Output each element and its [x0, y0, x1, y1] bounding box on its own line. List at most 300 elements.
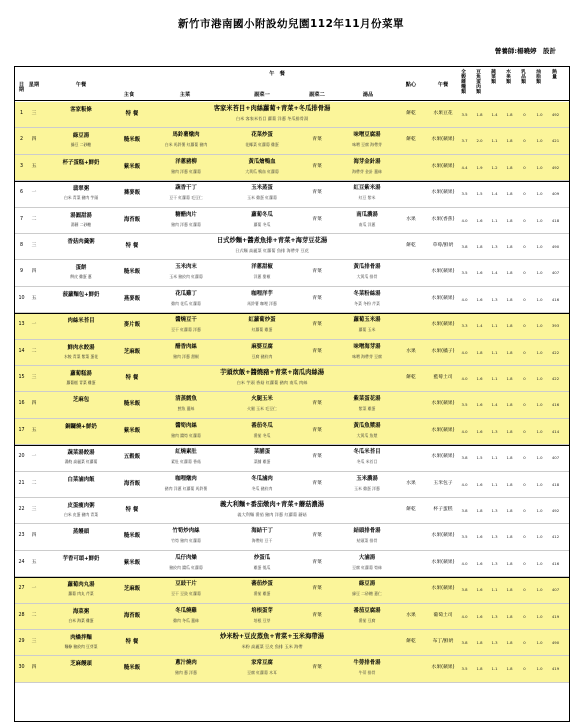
side-dish-2: 青菜 — [312, 559, 322, 565]
nutrient-value: 1.8 — [506, 534, 513, 540]
weekday-cell: 四 — [31, 665, 37, 671]
main-dish-ingredients: 豬肉 蔥 洋蔥 — [175, 670, 197, 676]
nutrient-value: 1.2 — [491, 164, 498, 170]
nutrient-value: 0 — [523, 481, 526, 487]
nutrient-value: 1.0 — [536, 270, 543, 276]
side-dish-2: 青菜 — [312, 216, 322, 222]
weekday-cell: 四 — [31, 533, 37, 539]
nutrient-value: 1.8 — [506, 296, 513, 302]
morning-snack: 芝麻饅頭 — [70, 661, 92, 668]
fruit-cell: 餅乾 — [406, 137, 416, 143]
header-staple: 主食 — [123, 92, 135, 98]
main-dish: 竹筍炒肉絲 — [172, 528, 200, 535]
afternoon-snack: 水果(蘋果) — [431, 269, 455, 275]
nutrient-value: 0 — [523, 296, 526, 302]
nutrient-value: 407 — [551, 587, 560, 593]
main-dish-ingredients: 素肚 紅蘿蔔 香菇 — [171, 459, 201, 465]
afternoon-snack: 水果(蘋果) — [431, 163, 455, 169]
nutrient-value: 421 — [551, 138, 560, 144]
staple-cell: 糙米飯 — [123, 269, 141, 276]
nutrient-value: 418 — [551, 481, 560, 487]
menu-title: 新竹市港南國小附設幼兒園112年11月份菜單 — [177, 18, 405, 30]
nutrient-value: 1.8 — [506, 587, 513, 593]
nutrient-value: 4.0 — [461, 428, 468, 434]
weekday-cell: 四 — [31, 137, 37, 143]
soup-ingredients: 牛蒡 排骨 — [358, 670, 376, 676]
side-dish-1: 冬瓜滷肉 — [251, 475, 273, 482]
date-cell: 10 — [18, 295, 25, 301]
afternoon-snack: 玉米包子 — [433, 480, 453, 486]
table-row — [15, 524, 569, 550]
main-dish-ingredients: 豬肉 洋蔥 紅蘿蔔 — [171, 221, 201, 227]
nutrient-value: 1.0 — [536, 666, 543, 672]
table-row — [15, 208, 569, 234]
morning-snack-ingredients: 白米 皮蛋 豬肉 青菜 — [64, 512, 98, 517]
special-meal-ingredients: 日式麵 高麗菜 紅蘿蔔 魚排 海帶芽 豆花 — [235, 248, 309, 253]
afternoon-snack: 水果(香蕉) — [431, 216, 455, 222]
special-meal-ingredients: 義大利麵 番茄 豬肉 洋蔥 紅蘿蔔 蘑菇 — [237, 512, 307, 517]
nutrient-value: 416 — [551, 560, 560, 566]
soup-ingredients: 紅豆 紫米 — [358, 195, 376, 201]
main-dish: 醬燒豆干 — [175, 317, 197, 324]
table-row — [15, 498, 569, 524]
nutrient-value: 1.6 — [476, 217, 483, 223]
weekday-cell: 三 — [31, 507, 37, 512]
main-dish: 洋蔥豬柳 — [175, 158, 197, 165]
fruit-cell: 餅乾 — [406, 111, 416, 116]
nutrient-value: 0 — [523, 428, 526, 434]
nutrient-value: 0 — [523, 244, 526, 249]
side-dish-1-ingredients: 火腿 玉米 毛豆仁 — [247, 406, 277, 412]
nutrient-value: 0 — [523, 376, 526, 381]
afternoon-snack: 水果(蘋果) — [431, 401, 455, 407]
side-dish-1-ingredients: 菜脯 雞蛋 — [253, 459, 271, 465]
morning-snack: 蒸饅頭 — [72, 529, 90, 536]
morning-snack-ingredients: 蘿蔔糕 青菜 雞蛋 — [66, 380, 96, 385]
side-dish-1: 花菜炒蛋 — [251, 132, 273, 139]
nutrient-value: 1.0 — [536, 534, 543, 540]
nutrient-value: 1.3 — [491, 534, 498, 540]
weekday-cell: 三 — [31, 243, 37, 248]
nutrient-value: 1.5 — [476, 191, 483, 197]
afternoon-snack: 草莓/鮮奶 — [432, 243, 454, 248]
morning-snack: 肉燥拌麵 — [70, 635, 92, 641]
soup-ingredients: 冬菜 冬粉 芹菜 — [354, 300, 380, 306]
main-dish-ingredients: 豬絞肉 醬瓜 紅蘿蔔 — [169, 564, 203, 570]
soup-cell: 黃瓜排骨湯 — [353, 264, 381, 271]
staple-cell: 紫米飯 — [123, 559, 141, 566]
weekday-cell: 五 — [31, 427, 37, 433]
nutrient-value: 1.0 — [536, 640, 543, 645]
side-dish-1: 咖哩洋芋 — [251, 290, 273, 297]
afternoon-snack: 水果(蘋果) — [431, 322, 455, 328]
nutrient-value: 1.0 — [536, 455, 543, 461]
afternoon-snack: 杯子蛋糕 — [433, 507, 453, 512]
table-row — [15, 260, 569, 286]
special-meal-ingredients: 白米 芋頭 香菇 紅蘿蔔 豬肉 南瓜 肉絲 — [236, 380, 308, 385]
nutrient-value: 1.3 — [491, 244, 498, 249]
date-cell: 29 — [18, 639, 25, 644]
staple-cell: 芝麻飯 — [123, 348, 141, 355]
nutrient-value: 3.5 — [461, 270, 468, 276]
soup-cell: 味噌海芽湯 — [353, 343, 381, 350]
nutrient-value: 0 — [523, 164, 526, 170]
nutrient-value: 0 — [523, 217, 526, 223]
nutrient-value: 1.1 — [491, 481, 498, 487]
nutrient-value: 3.7 — [461, 138, 468, 144]
side-dish-1-ingredients: 洋蔥 甜椒 — [253, 274, 271, 280]
nutrient-value: 4.0 — [461, 349, 468, 355]
soup-cell: 南瓜濃湯 — [356, 211, 378, 218]
side-dish-1-ingredients: 紅蘿蔔 雞蛋 — [251, 327, 273, 333]
staple-cell: 麥片飯 — [123, 322, 141, 329]
nutrient-value: 3.3 — [461, 323, 468, 329]
nutrient-value: 1.8 — [506, 191, 513, 197]
soup-ingredients: 玉米 雞蛋 洋蔥 — [354, 485, 380, 491]
nutrient-value: 1.1 — [491, 587, 498, 593]
weekday-cell: 二 — [31, 612, 37, 618]
nutrient-value: 1.8 — [506, 349, 513, 355]
weekday-cell: 二 — [31, 480, 37, 486]
nutrient-value: 0 — [523, 534, 526, 540]
staple-cell: 特 餐 — [125, 507, 139, 513]
side-dish-1: 番茄冬瓜 — [251, 422, 273, 429]
nutrient-value: 1.0 — [536, 587, 543, 593]
nutrient-value: 1.1 — [491, 455, 498, 461]
afternoon-snack: 水果(蘋果) — [431, 454, 455, 460]
special-meal: 義大利麵+番茄燉肉+青菜+蘑菇濃湯 — [220, 501, 324, 508]
weekday-cell: 四 — [31, 269, 37, 275]
weekday-cell: 五 — [31, 295, 37, 301]
main-dish-ingredients: 白米 馬鈴薯 紅蘿蔔 豬肉 — [164, 142, 208, 148]
morning-snack-ingredients: 湯餃 高麗菜 紅蘿蔔 — [64, 459, 98, 465]
nutrient-value: 490 — [551, 640, 560, 645]
morning-snack-ingredients: 水餃 青菜 紫菜 蛋花 — [64, 353, 98, 359]
side-dish-1-ingredients: 馬鈴薯 咖哩 洋蔥 — [247, 300, 277, 306]
nutrient-value: 1.6 — [476, 376, 483, 381]
nutrient-value: 407 — [551, 270, 560, 276]
date-cell: 3 — [19, 163, 24, 169]
main-dish-ingredients: 豆干 豆豉 紅蘿蔔 — [171, 591, 201, 597]
main-dish-ingredients: 豆干 紅蘿蔔 洋蔥 — [171, 327, 201, 333]
nutrient-value: 1.0 — [536, 112, 543, 117]
afternoon-snack: 水果豆花 — [433, 111, 453, 116]
afternoon-snack: 水果(蘋果) — [431, 427, 455, 433]
morning-snack: 菠蘿麵包+鮮奶 — [62, 291, 100, 298]
header-nutrient-0: 全榖雜糧類 — [461, 70, 466, 96]
side-dish-1: 黃瓜燴鴨血 — [248, 158, 276, 165]
header-nutrient-4: 乳品類 — [521, 70, 526, 86]
nutrient-value: 1.4 — [476, 323, 483, 329]
table-row — [15, 102, 569, 128]
nutrient-value: 1.0 — [536, 428, 543, 434]
nutrient-value: 1.1 — [491, 376, 498, 381]
staple-cell: 芝麻飯 — [123, 586, 141, 593]
date-cell: 1 — [19, 111, 24, 116]
date-cell: 21 — [18, 480, 25, 486]
side-dish-2: 青菜 — [312, 348, 322, 354]
table-row — [15, 181, 569, 207]
nutrient-value: 2.0 — [476, 138, 483, 144]
weekday-cell: 一 — [31, 190, 37, 196]
date-cell: 20 — [18, 454, 25, 460]
soup-ingredients: 味噌 豆腐 海帶芽 — [352, 142, 382, 148]
afternoon-snack: 水果(蘋果) — [431, 533, 455, 539]
fruit-cell: 餅乾 — [406, 243, 416, 248]
nutrient-value: 1.6 — [476, 613, 483, 619]
staple-cell: 海苔飯 — [123, 216, 141, 223]
table-row — [15, 472, 569, 498]
afternoon-snack: 水果(蘋果) — [431, 586, 455, 592]
nutrient-value: 0 — [523, 508, 526, 513]
nutrient-value: 393 — [551, 323, 560, 329]
morning-snack: 芝麻包 — [72, 397, 90, 404]
special-meal: 炒米粉+豆皮蒸魚+青菜+玉米海帶湯 — [220, 633, 324, 640]
weekday-cell: 二 — [31, 348, 37, 354]
weekday-cell: 三 — [31, 375, 37, 380]
fruit-cell: 水果 — [406, 480, 416, 486]
table-row — [15, 551, 569, 577]
weekday-cell: 一 — [31, 586, 37, 592]
side-dish-1-ingredients: 玉米 雞蛋 紅蘿蔔 — [247, 195, 277, 201]
table-row — [15, 366, 569, 392]
morning-snack-ingredients: 白米 青菜 豬肉 芋頭 — [64, 195, 98, 201]
nutrient-value: 1.0 — [536, 138, 543, 144]
main-dish-ingredients: 豬肉 洋蔥 紅蘿蔔 馬鈴薯 — [164, 485, 208, 491]
morning-snack-ingredients: 綠豆 二砂糖 — [70, 142, 92, 148]
soup-cell: 冬瓜米苔目 — [353, 449, 381, 456]
morning-snack: 客家粄條 — [70, 107, 92, 113]
afternoon-snack: 水果(蘋果) — [431, 665, 455, 671]
date-cell: 22 — [18, 507, 25, 512]
nutrient-value: 1.8 — [476, 508, 483, 513]
main-dish: 蔥汁燒肉 — [175, 660, 197, 667]
nutrient-value: 0 — [523, 455, 526, 461]
side-dish-1-ingredients: 雞蛋 瓠瓜 — [253, 564, 271, 570]
main-dish: 清蒸鱈魚 — [175, 396, 197, 403]
morning-snack: 芋香可頌+鮮奶 — [62, 555, 100, 562]
nutrient-value: 1.4 — [491, 402, 498, 408]
nutrient-value: 1.1 — [491, 323, 498, 329]
nutrient-value: 4.0 — [461, 296, 468, 302]
soup-ingredients: 大黃瓜 魚漿 — [356, 432, 378, 438]
morning-snack: 蔬菜湯餃湯 — [67, 450, 95, 457]
main-dish: 冬瓜燒雞 — [175, 607, 197, 614]
special-meal: 芋頭炊飯+醬燒豬+青菜+南瓜肉絲湯 — [220, 369, 324, 376]
nutrient-value: 1.0 — [536, 296, 543, 302]
nutrient-value: 1.8 — [506, 138, 513, 144]
staple-cell: 糙米飯 — [123, 665, 141, 672]
table-row — [15, 340, 569, 366]
nutrient-value: 1.6 — [476, 560, 483, 566]
soup-ingredients: 結頭菜 排骨 — [356, 538, 378, 544]
staple-cell: 燕麥飯 — [123, 295, 141, 302]
nutrient-value: 0 — [523, 587, 526, 593]
nutrient-value: 1.8 — [476, 349, 483, 355]
header-lunch: 午 餐 — [269, 71, 285, 77]
afternoon-snack: 水果(蘋果) — [431, 559, 455, 565]
table-row — [15, 234, 569, 260]
soup-ingredients: 紫菜 雞蛋 — [358, 406, 376, 412]
date-cell: 24 — [18, 559, 25, 565]
soup-cell: 冬菜粉絲湯 — [353, 290, 381, 297]
table-row — [15, 656, 569, 682]
main-dish: 馬鈴薯燉肉 — [172, 132, 200, 139]
nutrient-value: 422 — [551, 349, 560, 355]
header-fruit: 點心 — [405, 82, 417, 88]
soup-ingredients: 綠豆 二砂糖 薏仁 — [352, 591, 382, 597]
main-dish: 豆豉干片 — [175, 581, 197, 588]
staple-cell: 糙米飯 — [123, 137, 141, 144]
main-dish: 花瓜雞丁 — [175, 290, 197, 297]
header-nutrient-3: 水果類 — [506, 70, 511, 86]
soup-cell: 玉米濃湯 — [356, 475, 378, 482]
fruit-cell: 水果 — [406, 348, 416, 354]
date-cell: 15 — [18, 375, 25, 380]
nutrient-value: 1.8 — [506, 376, 513, 381]
nutrient-value: 0 — [523, 640, 526, 645]
side-dish-2: 青菜 — [312, 269, 322, 275]
staple-cell: 特 餐 — [125, 111, 139, 117]
side-dish-2: 青菜 — [312, 533, 322, 539]
main-dish-ingredients: 豆干 紅蘿蔔 毛豆仁 — [169, 195, 203, 201]
header-nutrient-1: 豆魚蛋肉類 — [476, 70, 481, 96]
nutrient-value: 0 — [523, 323, 526, 329]
fruit-cell: 餅乾 — [406, 375, 416, 380]
date-cell: 8 — [19, 243, 24, 248]
main-dish-ingredients: 玉米 豬絞肉 紅蘿蔔 — [169, 274, 203, 280]
nutrient-value: 1.8 — [506, 666, 513, 672]
soup-ingredients: 大黃瓜 排骨 — [356, 274, 378, 280]
nutrient-value: 1.3 — [491, 428, 498, 434]
nutrient-value: 492 — [551, 508, 560, 513]
afternoon-snack: 水果(蘋果) — [431, 137, 455, 143]
soup-cell: 牛蒡排骨湯 — [353, 660, 381, 667]
date-cell: 23 — [18, 533, 25, 539]
soup-cell: 味噌豆腐湯 — [353, 132, 381, 139]
staple-cell: 海苔飯 — [123, 612, 141, 619]
weekday-cell: 二 — [31, 216, 37, 222]
soup-cell: 蘿蔔玉米湯 — [353, 317, 381, 324]
nutrient-value: 412 — [551, 534, 560, 540]
nutrient-value: 422 — [551, 376, 560, 381]
nutrient-value: 1.0 — [536, 613, 543, 619]
header-nutrient-6: 熱量 — [552, 70, 557, 81]
side-dish-1-ingredients: 番茄 雞蛋 — [253, 591, 271, 597]
morning-snack: 白菜滷肉飯 — [67, 476, 95, 483]
morning-snack-ingredients: 餅皮 雞蛋 蔥 — [70, 274, 92, 280]
morning-snack: 翡翠粥 — [72, 186, 90, 193]
nutrient-value: 0 — [523, 402, 526, 408]
weekday-cell: 五 — [31, 163, 37, 169]
nutrient-value: 1.8 — [506, 402, 513, 408]
nutrient-value: 1.8 — [506, 164, 513, 170]
nutrient-value: 1.8 — [506, 455, 513, 461]
nutrient-value: 1.6 — [476, 402, 483, 408]
nutrient-value: 492 — [551, 112, 560, 117]
weekday-cell: 三 — [31, 639, 37, 644]
soup-ingredients: 番茄 豆腐 — [358, 617, 376, 623]
morning-snack-ingredients: 白米 海菜 雞蛋 — [68, 617, 94, 623]
nutrient-value: 1.8 — [476, 244, 483, 249]
main-dish-ingredients: 鱈魚 薑絲 — [177, 406, 195, 412]
staple-cell: 特 餐 — [125, 639, 139, 645]
staple-cell: 五穀飯 — [123, 454, 141, 461]
nutrient-value: 419 — [551, 666, 560, 672]
weekday-cell: 一 — [31, 454, 37, 460]
nutrient-value: 0 — [523, 560, 526, 566]
morning-snack: 鮮肉水餃湯 — [67, 344, 95, 351]
nutrient-value: 4.0 — [461, 376, 468, 381]
table-row — [15, 419, 569, 445]
side-dish-2: 青菜 — [312, 454, 322, 460]
side-dish-1: 炒蛋瓜 — [253, 554, 271, 561]
dietitian-credit: 營養師:楊曉婷 設計 — [494, 47, 556, 55]
side-dish-2: 青菜 — [312, 322, 322, 328]
side-dish-1-ingredients: 番茄 冬瓜 — [253, 432, 271, 438]
side-dish-1-ingredients: 大黃瓜 鴨血 紅蘿蔔 — [245, 168, 279, 174]
header-side2: 副菜二 — [309, 92, 325, 98]
menu-table — [14, 66, 570, 722]
main-dish: 咖哩燉肉 — [175, 475, 197, 482]
soup-cell: 紫菜蛋花湯 — [353, 396, 381, 403]
header-nutrient-5: 油脂類 — [536, 70, 541, 86]
header-weekday: 星期 — [28, 82, 40, 88]
date-cell: 28 — [18, 612, 25, 618]
morning-snack: 綠豆湯 — [72, 133, 90, 140]
morning-snack: 銅鑼燒+鮮奶 — [65, 423, 97, 430]
nutrient-value: 1.3 — [491, 640, 498, 645]
nutrient-value: 1.0 — [536, 349, 543, 355]
special-meal: 客家米苔目+肉絲蘿蔔+青菜+冬瓜排骨湯 — [213, 105, 331, 112]
staple-cell: 紫米飯 — [123, 163, 141, 170]
side-dish-1: 蕃茄炒蛋 — [251, 581, 273, 588]
table-row — [15, 287, 569, 313]
nutrient-value: 1.1 — [491, 666, 498, 672]
staple-cell: 特 餐 — [125, 243, 139, 249]
date-cell: 7 — [19, 216, 24, 222]
nutrient-value: 1.0 — [536, 191, 543, 197]
nutrient-value: 0 — [523, 138, 526, 144]
main-dish: 醬筍肉絲 — [175, 422, 197, 429]
side-dish-1: 海結干丁 — [251, 528, 273, 535]
side-dish-1-ingredients: 豆腐 豬絞肉 — [251, 353, 273, 359]
table-row — [15, 604, 569, 630]
special-meal-ingredients: 米粉 高麗菜 豆皮 魚排 玉米 海帶 — [241, 644, 303, 649]
side-dish-1: 玉米蒸蛋 — [251, 185, 273, 192]
table-header — [15, 67, 569, 101]
special-meal-ingredients: 白米 客家米苔目 蘿蔔 洋蔥 冬瓜排骨湯 — [235, 116, 309, 121]
side-dish-1: 菜脯蛋 — [253, 449, 271, 456]
nutrient-value: 1.3 — [491, 508, 498, 513]
nutrient-value: 0 — [523, 349, 526, 355]
nutrient-value: 1.6 — [476, 296, 483, 302]
nutrient-value: 409 — [551, 191, 560, 197]
side-dish-1: 蘿蔔冬瓜 — [251, 211, 273, 218]
nutrient-value: 4.4 — [461, 164, 468, 170]
nutrient-value: 1.0 — [536, 560, 543, 566]
header-nutrient-2: 蔬菜類 — [491, 70, 496, 86]
soup-ingredients: 冬瓜 米苔目 — [356, 459, 378, 465]
side-dish-2: 青菜 — [312, 163, 322, 169]
staple-cell: 糙米飯 — [123, 533, 141, 540]
staple-cell: 蕎麥飯 — [123, 190, 141, 197]
nutrient-value: 1.0 — [536, 481, 543, 487]
date-cell: 6 — [19, 190, 24, 196]
nutrient-value: 1.0 — [536, 323, 543, 329]
nutrient-value: 1.8 — [506, 640, 513, 645]
nutrient-value: 1.8 — [506, 560, 513, 566]
